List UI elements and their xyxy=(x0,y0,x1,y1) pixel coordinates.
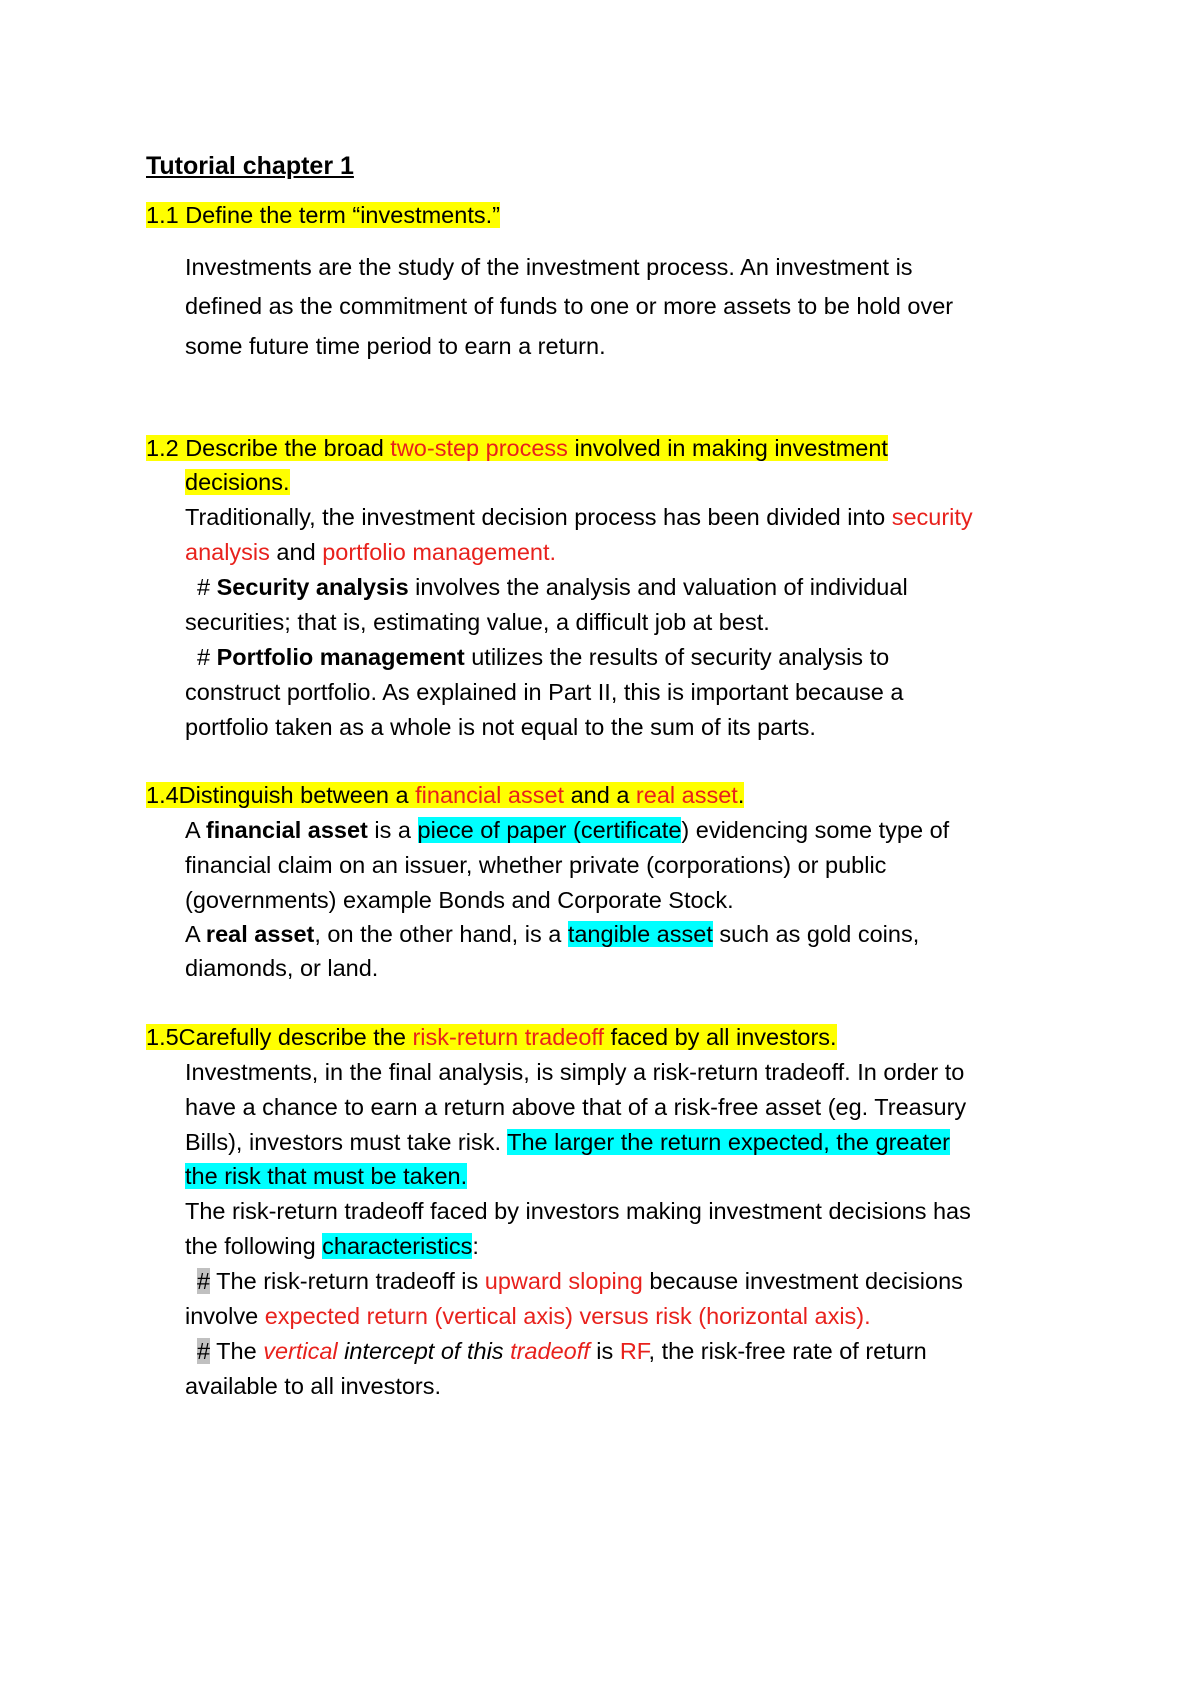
question-text: Distinguish between a xyxy=(178,782,416,808)
security-analysis-line-1 xyxy=(197,572,908,602)
answer-keyword: RF xyxy=(619,1338,649,1364)
question-text: Define the term “investments.” xyxy=(185,202,500,228)
question-1-4 xyxy=(146,780,744,810)
question-text: faced by all investors. xyxy=(604,1024,837,1050)
answer-1-2-line-1 xyxy=(185,502,973,532)
question-number: 1.2 xyxy=(146,435,179,461)
real-asset-line-2: diamonds, or land. xyxy=(185,955,379,981)
portfolio-management-line-3: portfolio taken as a whole is not equal to the sum of its parts. xyxy=(185,714,816,740)
financial-asset-line-2: financial claim on an issuer, whether private (corporations) or public xyxy=(185,852,887,878)
real-asset-line-1 xyxy=(185,919,919,949)
question-text: Describe the broad xyxy=(185,435,391,461)
answer-text: A xyxy=(185,817,206,843)
question-1-1 xyxy=(146,200,500,230)
answer-1-5-line-6 xyxy=(185,1231,479,1261)
term-bold: financial asset xyxy=(205,817,368,843)
answer-text: and xyxy=(269,539,323,565)
question-keyword: risk-return tradeoff xyxy=(412,1024,605,1050)
answer-keyword: expected return (vertical axis) versus risk (horizontal axis). xyxy=(264,1303,871,1329)
answer-text: is a xyxy=(367,817,418,843)
answer-1-1-line-3: some future time period to earn a return. xyxy=(185,333,606,359)
answer-text: ) evidencing some type of xyxy=(681,817,950,843)
term-bold: real asset xyxy=(205,921,315,947)
answer-keyword: security xyxy=(891,504,973,530)
financial-asset-line-3: (governments) example Bonds and Corporate Stock. xyxy=(185,887,734,913)
cyan-highlight: piece of paper (certificate xyxy=(417,817,682,843)
answer-1-5-line-4 xyxy=(185,1161,467,1191)
question-text: decisions. xyxy=(185,469,290,495)
page-title: Tutorial chapter 1 xyxy=(146,152,354,180)
bullet-hash: # xyxy=(197,574,217,600)
question-1-5 xyxy=(146,1022,837,1052)
question-text: and a xyxy=(564,782,636,808)
question-number: 1.5 xyxy=(146,1024,179,1050)
answer-text: utilizes the results of security analysis to xyxy=(464,644,890,670)
answer-1-1-line-1: Investments are the study of the investment process. An investment is xyxy=(185,254,913,280)
bullet-hash: # xyxy=(197,1268,211,1294)
portfolio-management-line-2: construct portfolio. As explained in Part II, this is important because a xyxy=(185,679,904,705)
question-1-2-line-1 xyxy=(146,433,888,463)
answer-text: because investment decisions xyxy=(642,1268,963,1294)
question-keyword: financial asset xyxy=(415,782,565,808)
answer-text: : xyxy=(472,1233,479,1259)
financial-asset-line-1 xyxy=(185,815,949,845)
cyan-highlight: tangible asset xyxy=(567,921,713,947)
cyan-highlight: characteristics xyxy=(322,1233,473,1259)
answer-1-5-line-2: have a chance to earn a return above that of a risk-free asset (eg. Treasury xyxy=(185,1094,967,1120)
answer-1-5-line-3 xyxy=(185,1127,950,1157)
characteristic-1-line-2 xyxy=(185,1301,871,1331)
answer-keyword: portfolio management. xyxy=(322,539,557,565)
answer-text: such as gold coins, xyxy=(712,921,920,947)
answer-keyword-italic: tradeoff xyxy=(510,1338,590,1364)
answer-1-5-line-5: The risk-return tradeoff faced by investors making investment decisions has xyxy=(185,1198,971,1224)
question-keyword: real asset xyxy=(635,782,738,808)
question-1-5-highlight xyxy=(146,1024,837,1050)
answer-text: the following xyxy=(185,1233,323,1259)
question-1-4-highlight xyxy=(146,782,744,808)
question-1-2-line-2 xyxy=(185,467,290,497)
answer-text: involve xyxy=(185,1303,265,1329)
answer-1-2-line-2 xyxy=(185,537,556,567)
answer-text: Traditionally, the investment decision process has been divided into xyxy=(185,504,892,530)
answer-text: , on the other hand, is a xyxy=(314,921,568,947)
characteristic-2-line-1 xyxy=(197,1336,927,1366)
answer-text: involves the analysis and valuation of individual xyxy=(408,574,908,600)
answer-text-italic: intercept of this xyxy=(337,1338,511,1364)
security-analysis-line-2: securities; that is, estimating value, a difficult job at best. xyxy=(185,609,770,635)
answer-1-5-line-1: Investments, in the final analysis, is simply a risk-return tradeoff. In order to xyxy=(185,1059,965,1085)
term-bold: Portfolio management xyxy=(216,644,465,670)
answer-keyword-italic: vertical xyxy=(263,1338,338,1364)
portfolio-management-line-1 xyxy=(197,642,889,672)
question-number: 1.4 xyxy=(146,782,179,808)
answer-text: , the risk-free rate of return xyxy=(648,1338,927,1364)
characteristic-1-line-1 xyxy=(197,1266,963,1296)
answer-keyword: upward sloping xyxy=(484,1268,643,1294)
bullet-hash: # xyxy=(197,1338,211,1364)
question-text: . xyxy=(737,782,745,808)
question-1-2-highlight xyxy=(146,435,888,461)
characteristic-2-line-2: available to all investors. xyxy=(185,1373,442,1399)
answer-text: Bills), investors must take risk. xyxy=(185,1129,508,1155)
question-text: involved in making investment xyxy=(567,435,888,461)
question-text: Carefully describe the xyxy=(178,1024,413,1050)
bullet-hash: # xyxy=(197,644,217,670)
answer-keyword: analysis xyxy=(185,539,270,565)
answer-1-1-line-2: defined as the commitment of funds to one or more assets to be hold over xyxy=(185,293,954,319)
question-keyword: two-step process xyxy=(390,435,568,461)
question-number: 1.1 xyxy=(146,202,179,228)
answer-text: A xyxy=(185,921,206,947)
answer-text: The risk-return tradeoff is xyxy=(210,1268,485,1294)
term-bold: Security analysis xyxy=(216,574,409,600)
answer-text: The xyxy=(210,1338,264,1364)
cyan-highlight: the risk that must be taken. xyxy=(185,1163,468,1189)
answer-text: is xyxy=(589,1338,620,1364)
question-1-1-highlight xyxy=(146,202,500,228)
cyan-highlight: The larger the return expected, the greater xyxy=(507,1129,950,1155)
